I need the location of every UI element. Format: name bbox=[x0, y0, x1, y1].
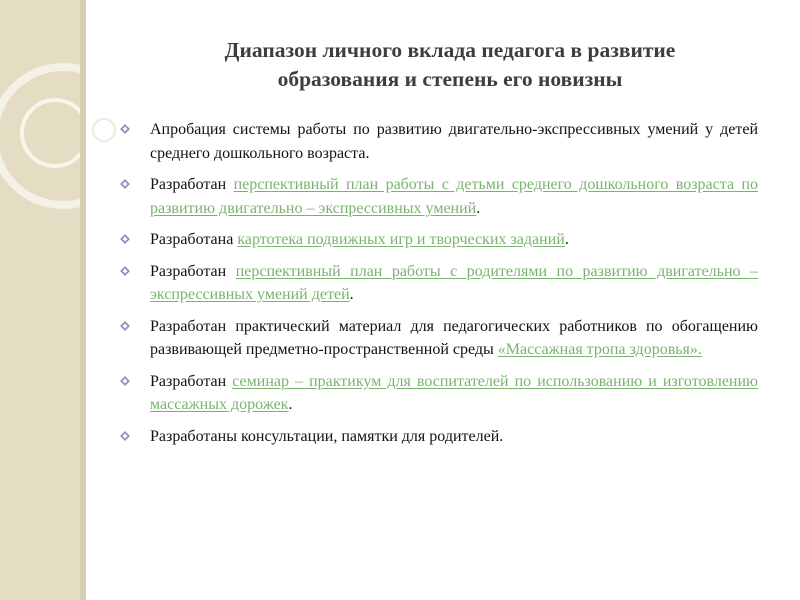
title-line-2: образования и степень его новизны bbox=[277, 67, 623, 91]
item-prefix: Разработан практический материал для педагогических работников по обогащению развивающей предметно-пространственной среды bbox=[150, 317, 758, 358]
list-item bbox=[118, 260, 758, 307]
item-suffix: . bbox=[349, 286, 354, 303]
item-prefix: Разработан bbox=[150, 262, 236, 280]
item-text: Разработаны консультации, памятки для родителей. bbox=[150, 427, 504, 445]
plan-children-link[interactable]: перспективный план работы с детьми среднего дошкольного возраста по развитию двигательно – экспрессивных умений bbox=[150, 176, 758, 217]
diamond-bullet-icon bbox=[120, 321, 130, 331]
item-suffix: . bbox=[288, 396, 293, 413]
item-suffix: . bbox=[564, 231, 569, 248]
slide-title bbox=[150, 36, 750, 94]
item-prefix: Разработан bbox=[150, 176, 234, 193]
title-line-1: Диапазон личного вклада педагога в развитие bbox=[224, 38, 676, 62]
list-item bbox=[118, 425, 758, 449]
item-text: Апробация системы работы по развитию двигательно-экспрессивных умений у детей среднего дошкольного возраста. bbox=[150, 121, 758, 162]
list-item bbox=[118, 173, 758, 220]
diamond-bullet-icon bbox=[120, 124, 130, 134]
diamond-bullet-icon bbox=[120, 376, 130, 386]
list-item bbox=[118, 118, 758, 165]
plan-parents-link[interactable]: перспективный план работы с родителями по развитию двигательно – экспрессивных умений детей bbox=[150, 262, 759, 303]
decorative-ring-icon bbox=[92, 118, 116, 142]
item-suffix: . bbox=[476, 199, 481, 217]
diamond-bullet-icon bbox=[120, 234, 130, 244]
item-prefix: Разработана bbox=[150, 231, 238, 248]
bullet-list bbox=[118, 118, 758, 456]
seminar-workshop-link[interactable]: семинар – практикум для воспитателей по использованию и изготовлению массажных дорожек bbox=[150, 372, 759, 413]
diamond-bullet-icon bbox=[120, 179, 130, 189]
item-prefix: Разработан bbox=[150, 372, 233, 390]
list-item bbox=[118, 370, 758, 417]
massage-path-link[interactable]: «Массажная тропа здоровья». bbox=[497, 341, 702, 358]
diamond-bullet-icon bbox=[120, 266, 130, 276]
list-item bbox=[118, 228, 758, 252]
decorative-side-panel bbox=[0, 0, 86, 600]
games-card-index-link[interactable]: картотека подвижных игр и творческих заданий bbox=[237, 231, 565, 248]
decorative-ring-icon bbox=[20, 98, 86, 168]
diamond-bullet-icon bbox=[120, 431, 130, 441]
list-item bbox=[118, 315, 758, 362]
